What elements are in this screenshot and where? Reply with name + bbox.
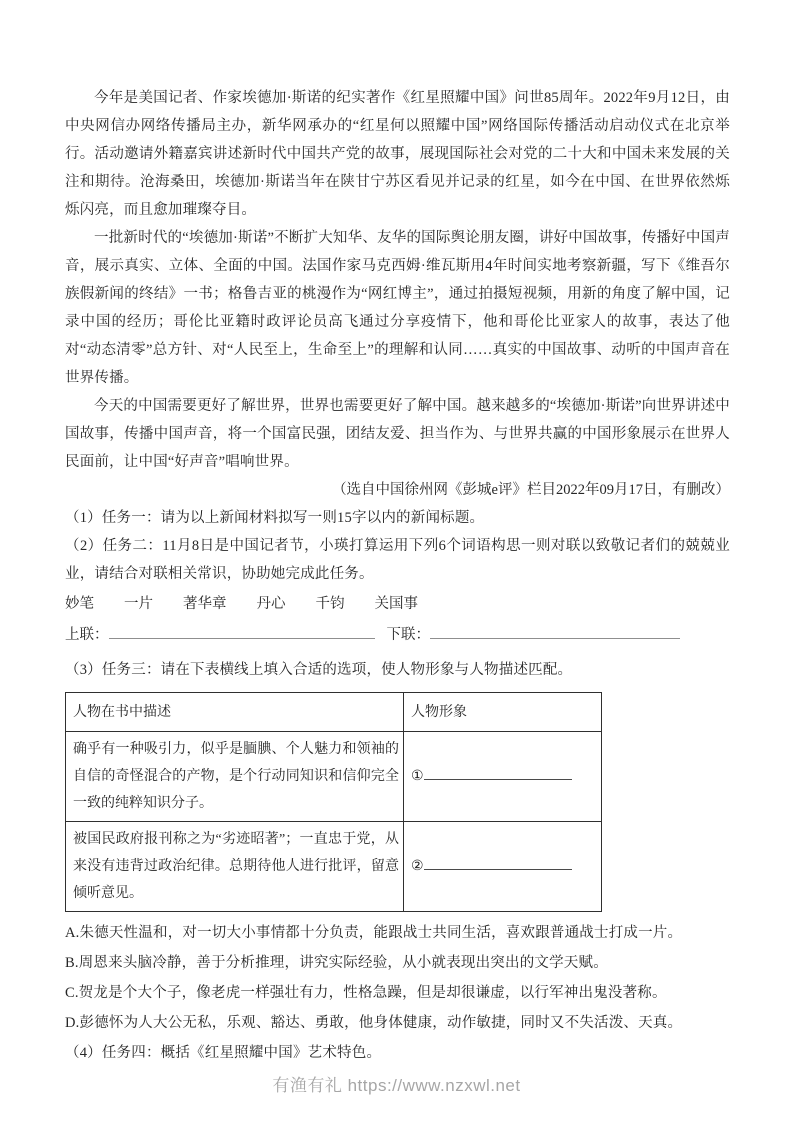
table-cell-description-1: 确乎有一种吸引力，似乎是腼腆、个人魅力和领袖的自信的奇怪混合的产物，是个行动同知识和信仰完全一致的纯粹知识分子。 xyxy=(66,732,404,822)
lower-couplet-blank xyxy=(430,625,680,639)
upper-couplet-blank xyxy=(109,625,375,639)
word-bank xyxy=(65,590,730,618)
table-cell-description-2: 被国民政府报刊称之为“劣迹昭著”；一直忠于党，从来没有违背过政治纪律。总期待他人进行批评，留意倾听意见。 xyxy=(66,822,404,912)
option-a: A.朱德天性温和，对一切大小事情都十分负责，能跟战士共同生活，喜欢跟普通战士打成一片。 xyxy=(65,925,683,941)
table-row xyxy=(66,822,602,912)
answer-blank-2 xyxy=(424,858,572,870)
word-bank-item: 著华章 xyxy=(183,596,227,612)
couplet-row xyxy=(65,620,730,650)
character-match-table xyxy=(65,692,602,912)
word-bank-item: 关国事 xyxy=(374,596,418,612)
blank-number-2: ② xyxy=(411,859,424,874)
table-header-description: 人物在书中描述 xyxy=(66,693,404,732)
table-header-row xyxy=(66,693,602,732)
blank-number-1: ① xyxy=(411,769,424,784)
table-cell-blank-1 xyxy=(404,732,602,822)
word-bank-item: 妙笔 xyxy=(65,596,94,612)
table-row xyxy=(66,732,602,822)
table-header-figure: 人物形象 xyxy=(404,693,602,732)
word-bank-item: 千钧 xyxy=(315,596,345,612)
upper-couplet-label: 上联： xyxy=(65,627,109,643)
article-paragraph-3: 今天的中国需要更好了解世界，世界也需要更好了解中国。越来越多的“埃德加·斯诺”向世界讲述中国故事，传播中国声音，将一个国富民强，团结友爱、担当作为、与世界共赢的中国形象展示在世界人民面前，让中国“好声音”唱响世界。 xyxy=(65,398,730,470)
article-paragraph-1: 今年是美国记者、作家埃德加·斯诺的纪实著作《红星照耀中国》问世85周年。2022年9月12日，由中央网信办网络传播局主办，新华网承办的“红星何以照耀中国”网络国际传播活动启动仪式在北京举行。活动邀请外籍嘉宾讲述新时代中国共产党的故事，展现国际社会对党的二十大和中国未来发展的关注和期待。沧海桑田，埃德加·斯诺当年在陕甘宁苏区看见并记录的红星，如今在中国、在世界依然烁烁闪亮，而且愈加璀璨夺目。 xyxy=(65,90,730,218)
option-c: C.贺龙是个大个子，像老虎一样强壮有力，性格急躁，但是却很谦虚，以行军神出鬼没著称。 xyxy=(65,985,667,1001)
table-cell-blank-2 xyxy=(404,822,602,912)
answer-blank-1 xyxy=(424,768,572,780)
task1-prompt: （1）任务一：请为以上新闻材料拟写一则15字以内的新闻标题。 xyxy=(65,510,485,526)
article-paragraph-2: 一批新时代的“埃德加·斯诺”不断扩大知华、友华的国际舆论朋友圈，讲好中国故事，传播好中国声音，展示真实、立体、全面的中国。法国作家马克西姆·维瓦斯用4年时间实地考察新疆，写下《维吾尔族假新闻的终结》一书；格鲁吉亚的桃漫作为“网红博主”，通过拍摄短视频，用新的角度了解中国，记录中国的经历；哥伦比亚籍时政评论员高飞通过分享疫情下，他和哥伦比亚家人的故事，表达了他对“动态清零”总方针、对“人民至上，生命至上”的理解和认同……真实的中国故事、动听的中国声音在世界传播。 xyxy=(65,230,730,386)
lower-couplet-label: 下联： xyxy=(386,627,430,643)
task2-prompt: （2）任务二：11月8日是中国记者节，小瑛打算运用下列6个词语构思一则对联以致敬记者们的兢兢业业，请结合对联相关常识，协助她完成此任务。 xyxy=(65,538,730,582)
watermark-footer: 有渔有礼 https://www.nzxwl.net xyxy=(272,1076,521,1095)
option-d: D.彭德怀为人大公无私，乐观、豁达、勇敢，他身体健康，动作敏捷，同时又不失活泼、天真。 xyxy=(65,1015,683,1031)
source-attribution: （选自中国徐州网《彭城e评》栏目2022年09月17日，有删改） xyxy=(332,482,730,498)
task3-prompt: （3）任务三：请在下表横线上填入合适的选项，使人物形象与人物描述匹配。 xyxy=(65,662,573,678)
option-b: B.周恩来头脑冷静，善于分析推理，讲究实际经验，从小就表现出突出的文学天赋。 xyxy=(65,955,608,971)
exam-content xyxy=(65,84,730,1068)
task4-prompt: （4）任务四：概括《红星照耀中国》艺术特色。 xyxy=(65,1045,382,1061)
word-bank-item: 一片 xyxy=(124,596,153,612)
word-bank-item: 丹心 xyxy=(256,596,286,612)
